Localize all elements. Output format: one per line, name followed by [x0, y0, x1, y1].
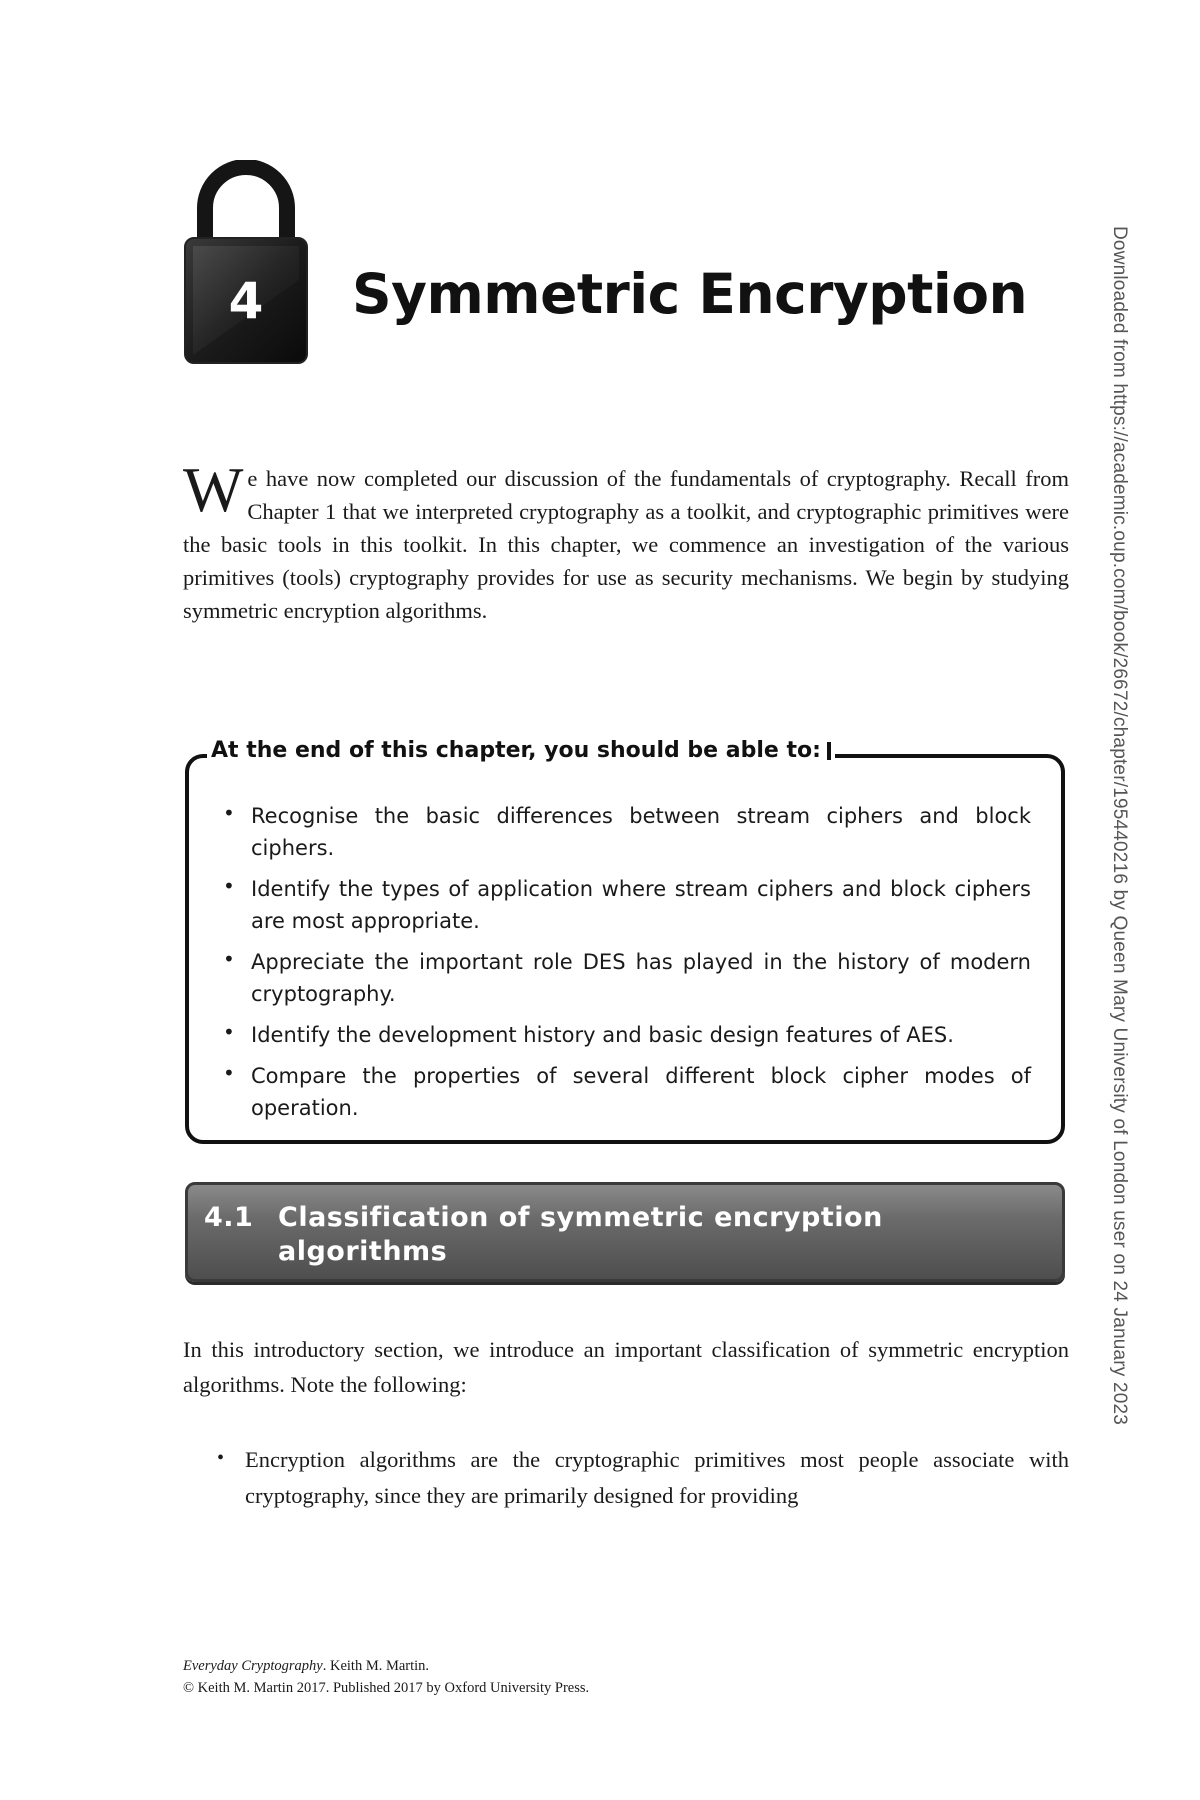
body-paragraph: In this introductory section, we introduce an important classification of symmetric encryption algorithms. Note the following: — [183, 1337, 1069, 1397]
heading-tick-mark — [827, 742, 831, 760]
page-footer — [183, 1655, 589, 1699]
objective-item: • Recognise the basic differences between stream ciphers and block ciphers. — [215, 800, 1031, 864]
padlock-icon — [183, 160, 309, 365]
objective-item: • Identify the types of application where stream ciphers and block ciphers are most appropriate. — [215, 873, 1031, 937]
footer-author: . Keith M. Martin. — [322, 1658, 430, 1674]
section-title: Classification of symmetric encryption algorithms — [278, 1202, 883, 1267]
objectives-list — [215, 800, 1031, 1133]
objective-item: • Identify the development history and basic design features of AES. — [215, 1019, 1031, 1051]
footer-book-line — [183, 1655, 589, 1677]
learning-objectives-box — [185, 738, 1065, 1144]
chapter-number: 4 — [228, 272, 264, 330]
section-heading-bar — [185, 1182, 1065, 1282]
section-number: 4.1 — [204, 1202, 254, 1233]
intro-text: e have now completed our discussion of the fundamentals of cryptography. Recall from Chapter 1 that we interpreted cryptography as a toolkit, and cryptographic primitives were the basic tools in this toolkit. In this chapter, we commence an investigation of the various primitives (tools) cryptography provides for use as security mechanisms. We begin by studying symmetric encryption algorithms. — [183, 466, 1069, 623]
body-bullet-item: • Encryption algorithms are the cryptographic primitives most people associate with cryptography, since they are primarily designed for providing — [183, 1442, 1069, 1514]
body-bullet-list — [183, 1442, 1069, 1514]
intro-paragraph — [183, 454, 1069, 627]
download-watermark: Downloaded from https://academic.oup.com/book/26672/chapter/195440216 by Queen Mary University of London user on 24 January 2023 — [1109, 226, 1130, 1426]
objective-item: • Appreciate the important role DES has played in the history of modern cryptography. — [215, 946, 1031, 1010]
objectives-heading: At the end of this chapter, you should be able to: — [207, 738, 835, 763]
chapter-title: Symmetric Encryption — [352, 262, 1028, 326]
drop-cap: W — [183, 454, 244, 525]
footer-book-title: Everyday Cryptography — [183, 1658, 323, 1674]
footer-copyright: © Keith M. Martin 2017. Published 2017 by Oxford University Press. — [183, 1680, 590, 1696]
objective-item: • Compare the properties of several different block cipher modes of operation. — [215, 1060, 1031, 1124]
